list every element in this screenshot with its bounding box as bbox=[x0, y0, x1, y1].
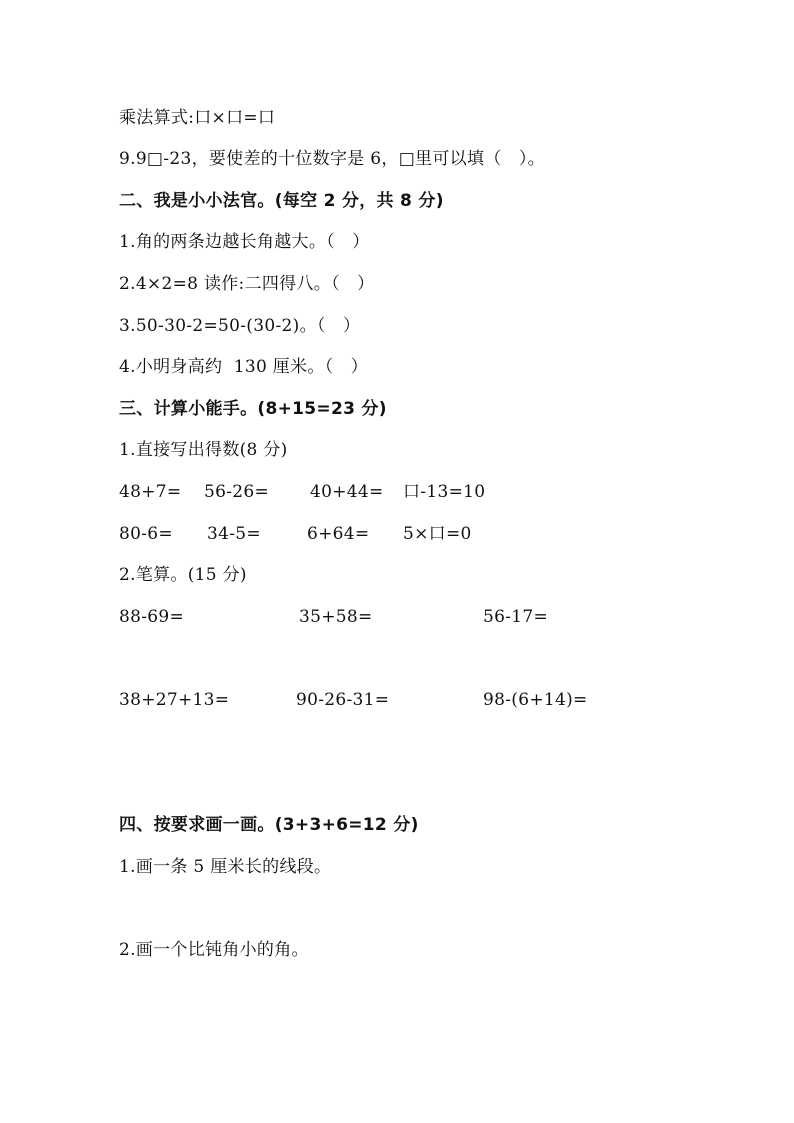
oral-calc-item: 56-26= bbox=[204, 482, 270, 502]
section-3-part-2: 2.笔算。(15 分) bbox=[119, 565, 247, 585]
oral-calc-item: 40+44= bbox=[310, 482, 384, 502]
section-2-question-1: 1.角的两条边越长角越大。（ ） bbox=[119, 232, 370, 252]
section-4-question-2: 2.画一个比钝角小的角。 bbox=[119, 940, 309, 960]
written-calc-item: 35+58= bbox=[299, 607, 373, 627]
section-4-title: 四、按要求画一画。(3+3+6=12 分) bbox=[119, 815, 419, 835]
section-2-question-4: 4.小明身高约 130 厘米。（ ） bbox=[119, 357, 369, 377]
written-calc-item: 98-(6+14)= bbox=[483, 690, 588, 710]
oral-calc-item: 34-5= bbox=[207, 524, 261, 544]
multiplication-formula: 乘法算式:口×口=口 bbox=[119, 108, 276, 128]
oral-calc-item: 6+64= bbox=[307, 524, 370, 544]
written-calc-item: 90-26-31= bbox=[296, 690, 390, 710]
oral-calc-item: 80-6= bbox=[119, 524, 173, 544]
section-3-title: 三、计算小能手。(8+15=23 分) bbox=[119, 399, 387, 419]
section-4-question-1: 1.画一条 5 厘米长的线段。 bbox=[119, 857, 332, 877]
section-2-question-3: 3.50-30-2=50-(30-2)。（ ） bbox=[119, 316, 361, 336]
question-9: 9.9□-23，要使差的十位数字是 6，□里可以填（ ）。 bbox=[119, 149, 545, 169]
section-2-title: 二、我是小小法官。(每空 2 分，共 8 分) bbox=[119, 191, 444, 211]
section-3-part-1: 1.直接写出得数(8 分) bbox=[119, 440, 288, 460]
oral-calc-item: 5×口=0 bbox=[403, 524, 472, 544]
section-2-question-2: 2.4×2=8 读作:二四得八。（ ） bbox=[119, 274, 375, 294]
written-calc-item: 38+27+13= bbox=[119, 690, 230, 710]
oral-calc-item: 48+7= bbox=[119, 482, 182, 502]
oral-calc-item: 口-13=10 bbox=[403, 482, 486, 502]
written-calc-item: 56-17= bbox=[483, 607, 549, 627]
written-calc-item: 88-69= bbox=[119, 607, 185, 627]
